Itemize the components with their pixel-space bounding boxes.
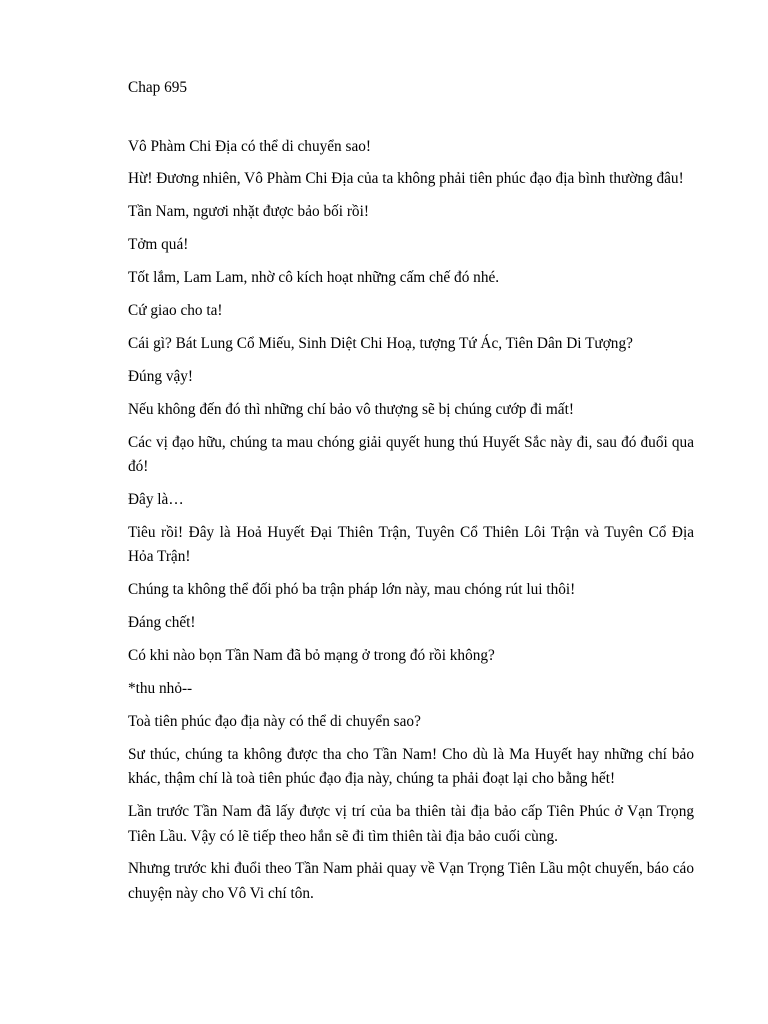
paragraph: Cái gì? Bát Lung Cổ Miếu, Sinh Diệt Chi Hoạ, tượng Tứ Ác, Tiên Dân Di Tượng? <box>128 334 633 352</box>
paragraph: Hừ! Đương nhiên, Vô Phàm Chi Địa của ta không phải tiên phúc đạo địa bình thường đâu! <box>128 170 684 188</box>
paragraph: *thu nhỏ-- <box>128 679 193 697</box>
paragraph: Lần trước Tần Nam đã lấy được vị trí của ba thiên tài địa bảo cấp Tiên Phúc ở Vạn Trọng Tiên Lầu. Vậy có lẽ tiếp theo hắn sẽ đi tìm thiên tài địa bảo cuối cùng. <box>128 803 694 845</box>
paragraph: Có khi nào bọn Tần Nam đã bỏ mạng ở trong đó rồi không? <box>128 646 495 664</box>
paragraph: Toà tiên phúc đạo địa này có thể di chuyển sao? <box>128 712 421 730</box>
document-page <box>128 72 694 915</box>
paragraph: Tốt lắm, Lam Lam, nhờ cô kích hoạt những cấm chế đó nhé. <box>128 269 500 287</box>
paragraph: Cứ giao cho ta! <box>128 301 223 319</box>
paragraph: Chúng ta không thể đối phó ba trận pháp lớn này, mau chóng rút lui thôi! <box>128 581 576 599</box>
paragraph: Đáng chết! <box>128 614 196 632</box>
paragraph: Sư thúc, chúng ta không được tha cho Tần Nam! Cho dù là Ma Huyết hay những chí bảo khác, thậm chí là toà tiên phúc đạo địa này, chúng ta phải đoạt lại cho bằng hết! <box>128 745 694 788</box>
chapter-body <box>128 135 694 907</box>
paragraph: Nhưng trước khi đuổi theo Tần Nam phải quay về Vạn Trọng Tiên Lầu một chuyến, báo cáo chuyện này cho Vô Vi chí tôn. <box>128 860 694 902</box>
paragraph: Nếu không đến đó thì những chí bảo vô thượng sẽ bị chúng cướp đi mất! <box>128 400 574 418</box>
paragraph: Tiêu rồi! Đây là Hoả Huyết Đại Thiên Trận, Tuyên Cổ Thiên Lôi Trận và Tuyên Cổ Địa Hỏa Trận! <box>128 523 694 566</box>
paragraph: Tởm quá! <box>128 236 189 254</box>
paragraph: Vô Phàm Chi Địa có thể di chuyển sao! <box>128 137 372 155</box>
paragraph: Đây là… <box>128 490 184 508</box>
chapter-title: Chap 695 <box>128 79 188 96</box>
paragraph: Tần Nam, ngươi nhặt được bảo bối rồi! <box>128 203 369 221</box>
paragraph: Đúng vậy! <box>128 367 193 385</box>
paragraph: Các vị đạo hữu, chúng ta mau chóng giải quyết hung thú Huyết Sắc này đi, sau đó đuổi qua đó! <box>128 433 694 476</box>
